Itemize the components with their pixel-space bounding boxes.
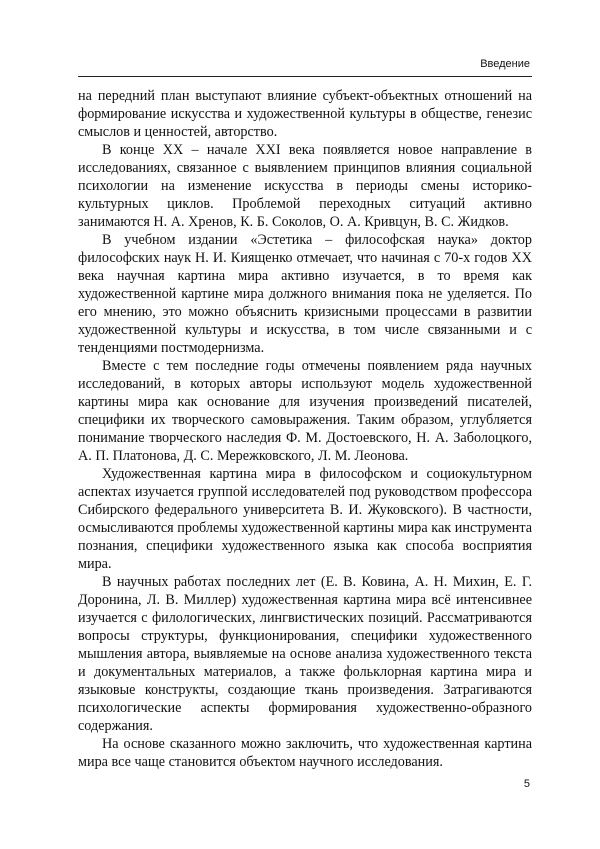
paragraph-continuation: на передний план выступают влияние субъект-объектных отношений на формирование искусства и художественной культуры в обществе, генезис смыслов и ценностей, авторство. <box>78 88 532 140</box>
paragraph-siberian-university: Художественная картина мира в философском и социокультурном аспектах изучается группой исследователей под руководством профессора Сибирского федерального университета В. И. Жуковского). В частности, осмысливаются проблемы художественной картины мира как инструмента познания, специфики художественного языка как способа восприятия мира. <box>78 466 532 572</box>
paragraph-philological-studies: В научных работах последних лет (Е. В. Ковина, А. Н. Михин, Е. Г. Доронина, Л. В. Миллер) художественная картина мира всё интенсивнее изучается с филологических, лингвистических позиций. Рассматриваются вопросы структуры, функционирования, специфики художественного мышления автора, выявляемые на основе анализа художественного текста и документальных материалов, а также фольклорная картина мира и языковые конструкты, создающие ткань произведения. Затрагиваются психологические аспекты формирования художественно-образного содержания. <box>78 574 532 734</box>
paragraph-social-psychology: В конце XX – начале XXI века появляется новое направление в исследованиях, связанное с выявлением принципов влияния социальной психологии на изменение искусства в периоды смены историко-культурных циклов. Проблемой переходных ситуаций активно занимаются Н. А. Хренов, К. Б. Соколов, О. А. Кривцун, В. С. Жидков. <box>78 142 532 230</box>
page-body <box>78 87 532 771</box>
paragraph-aesthetics-textbook: В учебном издании «Эстетика – философская наука» доктор философских наук Н. И. Киященко отмечает, что начиная с 70-х годов XX века научная картина мира активно изучается, в то время как художественной картине мира должного внимания пока не уделяется. По его мнению, это можно объяснить кризисными процессами в развитии художественной культуры и искусства, в том числе связанными и с тенденциями постмодернизма. <box>78 232 532 356</box>
running-header <box>78 54 532 77</box>
running-header-title: Введение <box>480 58 530 70</box>
paragraph-conclusion: На основе сказанного можно заключить, что художественная картина мира все чаще становится объектом научного исследования. <box>78 736 532 770</box>
page-number: 5 <box>523 778 530 790</box>
paragraph-writers-studies: Вместе с тем последние годы отмечены появлением ряда научных исследований, в которых авторы используют модель художественной картины мира как основание для изучения произведений писателей, специфики их творческого самовыражения. Таким образом, углубляется понимание творческого наследия Ф. М. Достоевского, Н. А. Заболоцкого, А. П. Платонова, Д. С. Мережковского, Л. М. Леонова. <box>78 358 532 464</box>
